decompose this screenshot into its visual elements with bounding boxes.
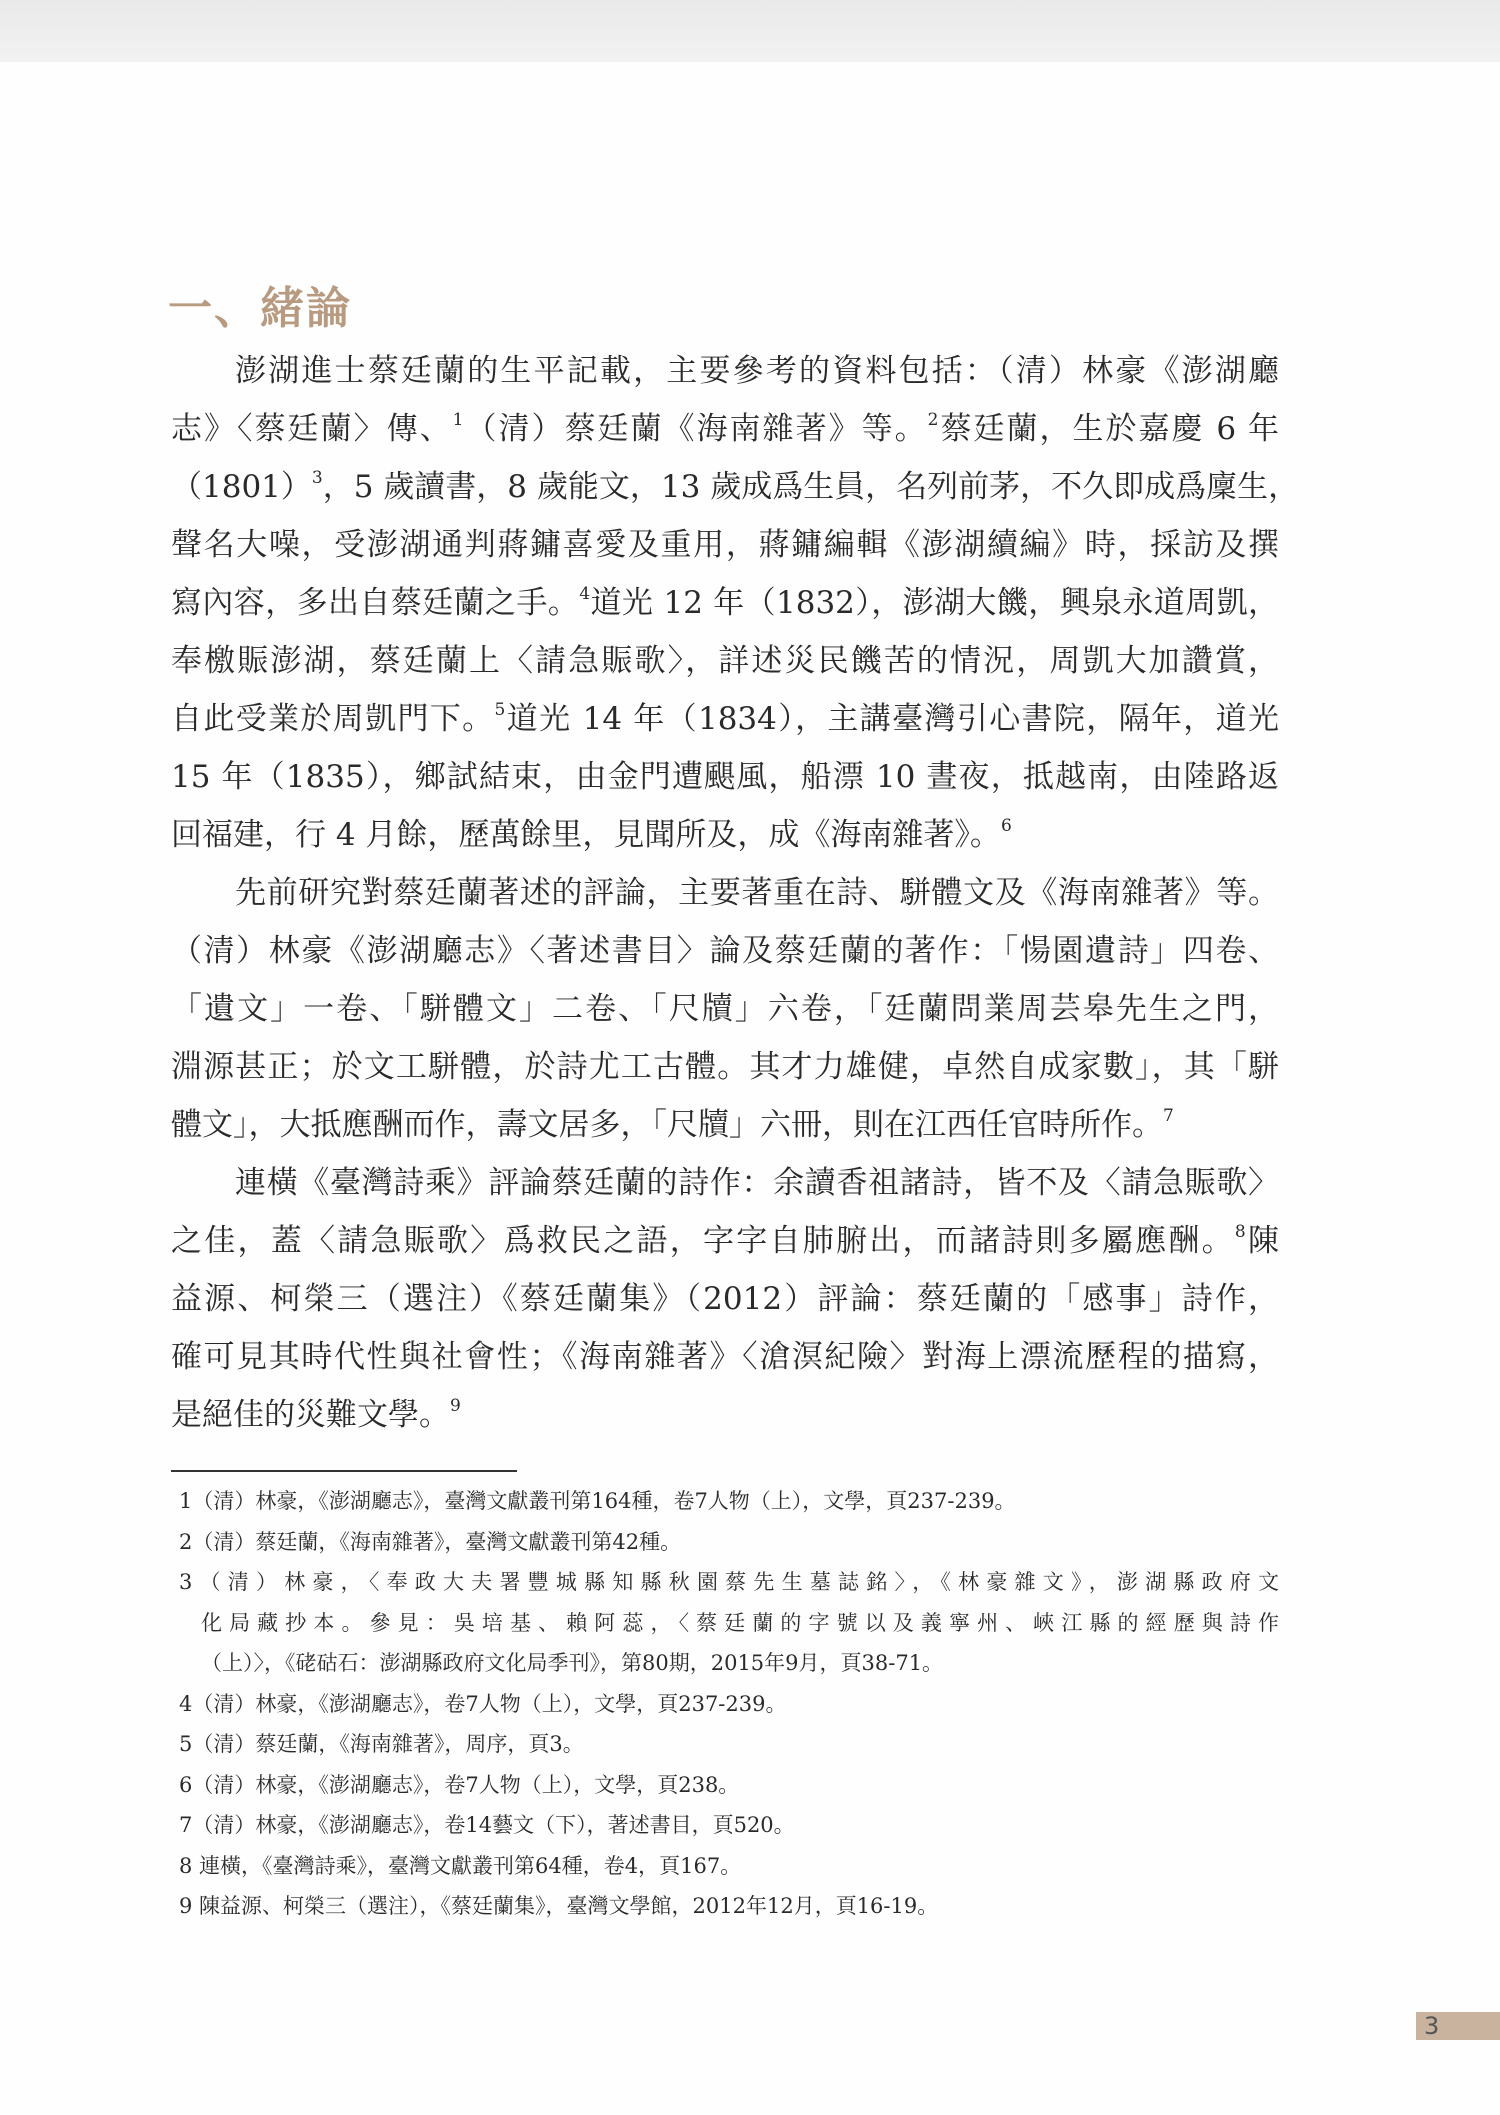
footnote-ref[interactable]: 2 — [927, 410, 939, 430]
text-run: 道光 14 年（1834），主講臺灣引心書院，隔年，道光 — [505, 701, 1280, 737]
footnote: 9 陳益源、柯榮三（選注），《蔡廷蘭集》，臺灣文學館，2012年12月，頁16-19。 — [179, 1894, 939, 1918]
body-line — [171, 1270, 1279, 1328]
footnote-ref[interactable]: 4 — [579, 584, 591, 604]
body-line — [171, 1386, 1279, 1444]
footnote-ref[interactable]: 1 — [452, 410, 464, 430]
body-line — [171, 748, 1279, 806]
footnote: 1（清）林豪，《澎湖廳志》，臺灣文獻叢刊第164種，卷7人物（上），文學，頁237-239。 — [179, 1489, 1016, 1513]
footnote: 8 連橫，《臺灣詩乘》，臺灣文獻叢刊第64種，卷4，頁167。 — [179, 1853, 742, 1878]
text-run: 連橫《臺灣詩乘》評論蔡廷蘭的詩作：余讀香祖諸詩，皆不及〈請急賑歌〉 — [235, 1165, 1279, 1201]
text-run: 道光 12 年（1832），澎湖大饑，興泉永道周凱， — [590, 585, 1280, 621]
text-run: 澎湖進士蔡廷蘭的生平記載，主要參考的資料包括：（清）林豪《澎湖廳 — [235, 353, 1279, 389]
footnote-ref[interactable]: 7 — [1163, 1106, 1174, 1126]
scan-top-band — [0, 0, 1500, 62]
footnote: 3（清）林豪，〈奉政大夫署豐城縣知縣秋園蔡先生墓誌銘〉，《林豪雜文》，澎湖縣政府文 — [179, 1570, 1279, 1594]
text-run: 淵源甚正；於文工駢體，於詩尤工古體。其才力雄健，卓然自成家數」，其「駢 — [171, 1049, 1279, 1085]
body-line — [171, 980, 1279, 1038]
body-line — [171, 806, 1279, 864]
body-line — [171, 922, 1279, 980]
footnote: （上）〉，《硓𥑮石：澎湖縣政府文化局季刊》，第80期，2015年9月，頁38-71。 — [201, 1651, 944, 1675]
body-line — [171, 516, 1279, 574]
text-run: 自此受業於周凱門下。 — [171, 701, 495, 737]
text-run: ，5 歲讀書，8 歲能文，13 歲成爲生員，名列前茅，不久即成爲廩生， — [322, 469, 1300, 505]
footnote: 7（清）林豪，《澎湖廳志》，卷14藝文（下），著述書目，頁520。 — [179, 1813, 795, 1837]
footnote-ref[interactable]: 8 — [1234, 1222, 1246, 1242]
body-line — [171, 864, 1279, 922]
body-text — [171, 342, 1300, 1444]
footnote-divider — [171, 1470, 517, 1472]
text-run: （清）林豪《澎湖廳志》〈著述書目〉論及蔡廷蘭的著作：「愓園遺詩」四卷、 — [171, 933, 1279, 969]
footnotes — [179, 1481, 1279, 1927]
text-run: （清）蔡廷蘭《海南雜著》等。 — [463, 411, 928, 447]
body-line — [171, 342, 1279, 400]
footnote-ref[interactable]: 3 — [311, 468, 323, 488]
text-run: 之佳，蓋〈請急賑歌〉爲救民之語，字字自肺腑出，而諸詩則多屬應酬。 — [171, 1223, 1235, 1259]
text-run: 寫內容，多出自蔡廷蘭之手。 — [171, 585, 580, 621]
footnote: 6（清）林豪，《澎湖廳志》，卷7人物（上），文學，頁238。 — [179, 1772, 740, 1797]
body-line — [171, 458, 1300, 516]
section-heading: 一、緒論 — [168, 283, 352, 334]
text-run: （1801） — [171, 469, 312, 505]
body-line — [171, 574, 1279, 632]
text-run: 確可見其時代性與社會性；《海南雜著》〈滄溟紀險〉對海上漂流歷程的描寫， — [171, 1339, 1279, 1375]
text-run: 體文」，大抵應酬而作，壽文居多，「尺牘」六冊，則在江西任官時所作。 — [171, 1107, 1163, 1143]
text-run: 益源、柯榮三（選注）《蔡廷蘭集》（2012）評論：蔡廷蘭的「感事」詩作， — [171, 1281, 1279, 1317]
footnote: 2（清）蔡廷蘭，《海南雜著》，臺灣文獻叢刊第42種。 — [179, 1529, 682, 1554]
footnote-ref[interactable]: 6 — [1000, 816, 1012, 836]
text-run: 蔡廷蘭，生於嘉慶 6 年 — [938, 411, 1280, 447]
body-line — [171, 400, 1279, 458]
text-run: 奉檄賑澎湖，蔡廷蘭上〈請急賑歌〉，詳述災民饑苦的情況，周凱大加讚賞， — [171, 643, 1279, 679]
text-run: 回福建，行 4 月餘，歷萬餘里，見聞所及，成《海南雜著》。 — [171, 817, 1001, 853]
page-number: 3 — [1416, 2012, 1500, 2040]
body-line — [171, 1096, 1279, 1154]
body-line — [171, 690, 1279, 748]
footnote: 5（清）蔡廷蘭，《海南雜著》，周序，頁3。 — [179, 1732, 584, 1756]
body-line — [171, 1154, 1279, 1212]
body-line — [171, 1212, 1279, 1270]
text-run: 15 年（1835），鄉試結束，由金門遭颶風，船漂 10 晝夜，抵越南，由陸路返 — [171, 759, 1279, 795]
footnote-ref[interactable]: 5 — [494, 700, 506, 720]
text-run: 是絕佳的災難文學。 — [171, 1397, 450, 1433]
text-run: 陳 — [1245, 1223, 1279, 1259]
text-run: 「遺文」一卷、「駢體文」二卷、「尺牘」六卷，「廷蘭問業周芸皋先生之門， — [171, 991, 1279, 1027]
body-line — [171, 1038, 1279, 1096]
text-run: 先前研究對蔡廷蘭著述的評論，主要著重在詩、駢體文及《海南雜著》等。 — [235, 875, 1279, 911]
text-run: 聲名大噪，受澎湖通判蔣鏞喜愛及重用，蔣鏞編輯《澎湖續編》時，採訪及撰 — [171, 527, 1279, 563]
footnote: 4（清）林豪，《澎湖廳志》，卷7人物（上），文學，頁237-239。 — [179, 1691, 787, 1716]
footnote-ref[interactable]: 9 — [450, 1396, 461, 1416]
body-line — [171, 1328, 1279, 1386]
body-line — [171, 632, 1279, 690]
text-run: 志》〈蔡廷蘭〉傳、 — [171, 411, 453, 447]
footnote: 化局藏抄本。參見：吳培基、賴阿蕊，〈蔡廷蘭的字號以及義寧州、峽江縣的經歷與詩作 — [201, 1610, 1279, 1635]
